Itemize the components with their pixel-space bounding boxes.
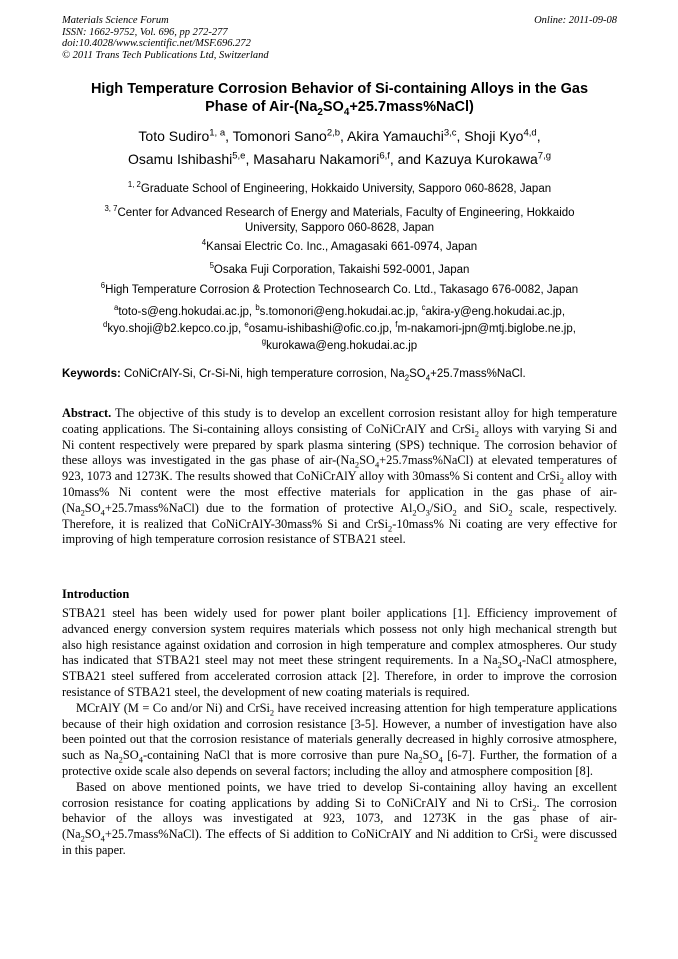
email-line-3: $^g$kurokawa@eng.hokudai.ac.jp bbox=[261, 337, 418, 352]
affiliation-2: $^{3, 7}$Center for Advanced Research of Energy and Materials, Faculty of Engineering, Hokkaido University, Sapporo 060-8628, Japan bbox=[104, 204, 575, 234]
introduction-body bbox=[62, 606, 617, 859]
email-line-1: $^a$toto-s@eng.hokudai.ac.jp, $^b$s.tomonori@eng.hokudai.ac.jp, $^c$akira-y@eng.hokudai.ac.jp, bbox=[113, 303, 566, 318]
email-list bbox=[62, 304, 617, 355]
journal-name: Materials Science Forum bbox=[62, 15, 169, 26]
doi: doi:10.4028/www.scientific.net/MSF.696.272 bbox=[62, 38, 251, 49]
intro-paragraph-2: MCrAlY (M = Co and/or Ni) and CrSi$_2$ have received increasing attention for high temperature applications because of their high oxidation and corrosion resistance [3-5]. However, a number of investigation have also been pointed out that the corrosion resistance of materials generally decreased in highly corrosive atmosphere, such as $Na_2SO_4$-containing NaCl that is more corrosive than pure $Na_2SO_4$ [6-7]. Further, the formation of a protective oxide scale also depends on several factors; including the alloy and atmosphere composition [8]. bbox=[62, 700, 617, 778]
affiliation-4: $^5$Osaka Fuji Corporation, Takaishi 592-0001, Japan bbox=[209, 261, 470, 276]
keywords: Keywords: CoNiCrAlY-Si, Cr-Si-Ni, high temperature corrosion, $Na_2SO_4+25.7mass\%NaCl$. bbox=[62, 368, 526, 383]
abstract: Abstract. The objective of this study is to develop an excellent corrosion resistant alloy for high temperature coating applications. The Si-containing alloys consisting of CoNiCrAlY and CrSi$_2$ alloys with varying Si and Ni content respectively were prepared by spark plasma sintering (SPS) technique. The corrosion behavior of these alloys was investigated in the gas phase of air-$(Na_2SO_4+25.7mass\%NaCl)$ at elevated temperatures of 923, 1073 and 1273K. The results showed that CoNiCrAlY alloy with 30mass% Si content and CrSi$_2$ alloy with 10mass% Ni content were the most effective materials for application in the gas phase of air-$(Na_2SO_4+25.7mass\%NaCl)$ due to the formation of protective $Al_2O_3/SiO_2$ and SiO$_2$ scale, respectively. Therefore, it is realized that CoNiCrAlY-30mass% Si and CrSi$_2$-10mass% Ni coating are very effective for improving of high temperature corrosion resistance of STBA21 steel. bbox=[62, 406, 618, 547]
journal-header bbox=[62, 15, 617, 61]
author-list bbox=[62, 125, 617, 171]
affiliation-3: $^4$Kansai Electric Co. Inc., Amagasaki 661-0974, Japan bbox=[201, 238, 478, 253]
abstract-label: Abstract. bbox=[62, 406, 112, 420]
affiliation-5: $^6$High Temperature Corrosion & Protection Technosearch Co. Ltd., Takasago 676-0082, Japan bbox=[100, 281, 579, 296]
author-line-1: Toto Sudiro$^{1, a}$, Tomonori Sano$^{2,b}$, Akira Yamauchi$^{3,c}$, Shoji Kyo$^{4,d}$, bbox=[138, 127, 541, 144]
email-line-2: $^d$kyo.shoji@b2.kepco.co.jp, $^e$osamu-ishibashi@ofic.co.jp, $^f$m-nakamori-jpn@mtj.biglobe.ne.jp, bbox=[103, 320, 576, 335]
introduction-heading: Introduction bbox=[62, 587, 130, 601]
affiliation-1: $^{1, 2}$Graduate School of Engineering, Hokkaido University, Sapporo 060-8628, Japan bbox=[127, 180, 552, 195]
title-line-1: High Temperature Corrosion Behavior of Si-containing Alloys in the Gas bbox=[90, 81, 589, 97]
paper-title bbox=[62, 80, 617, 116]
intro-paragraph-3: Based on above mentioned points, we have tried to develop Si-containing alloy having an excellent corrosion resistance for coating applications by adding Si to CoNiCrAlY and Ni to CrSi$_2$. The corrosion behavior of the alloys was investigated at 923, 1073, and 1273K in the gas phase of air-$(Na_2SO_4+25.7mass\%NaCl)$. The effects of Si addition to CoNiCrAlY and Ni addition to CrSi$_2$ were discussed in this paper. bbox=[62, 779, 617, 857]
copyright: © 2011 Trans Tech Publications Ltd, Switzerland bbox=[62, 49, 269, 61]
intro-paragraph-1: STBA21 steel has been widely used for power plant boiler applications [1]. Efficiency improvement of advanced energy conversion system requires materials which possess not only high mechanical strength but also high resistance against oxidation and corrosion in high temperature and complex atmospheres. Our study has indicated that STBA21 steel may not meet these stringent requirements. In a $Na_2SO_4$-NaCl atmosphere, STBA21 steel suffered from accelerated corrosion attack [2]. Therefore, in order to improve the corrosion resistance of STBA21 steel, the development of new coating materials is required. bbox=[62, 606, 617, 699]
title-line-2: Phase of Air-$(Na_2SO_4+25.7mass\%NaCl)$ bbox=[205, 99, 474, 118]
online-date: Online: 2011-09-08 bbox=[534, 15, 617, 26]
issn: ISSN: 1662-9752, Vol. 696, pp 272-277 bbox=[62, 26, 228, 38]
keywords-label: Keywords: bbox=[62, 368, 121, 380]
author-line-2: Osamu Ishibashi$^{5,e}$, Masaharu Nakamori$^{6,f}$, and Kazuya Kurokawa$^{7,g}$ bbox=[127, 150, 552, 167]
